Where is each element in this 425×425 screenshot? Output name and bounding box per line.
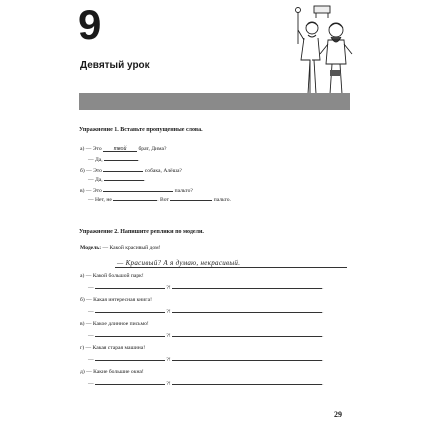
ex2-item-a-reply: — ?! .: [88, 285, 324, 291]
answer-blank[interactable]: [172, 355, 322, 361]
ex2-item-v-question: в) — Какое длинное письмо!: [80, 321, 149, 327]
answer-blank[interactable]: [172, 331, 322, 337]
ex2-item-d-question: д) — Какие большие окна!: [80, 369, 144, 375]
ex1-v-line1: в) — Это пальто?: [80, 188, 193, 194]
answer-blank[interactable]: [104, 155, 138, 161]
ex2-item-a-question: а) — Какой большой парк!: [80, 273, 144, 279]
exercise2-title: Упражнение 2. Напишите реплики по модели.: [79, 229, 204, 235]
model-rule: [115, 267, 347, 268]
answer-blank[interactable]: [95, 307, 165, 313]
ex2-item-d-reply: — ?! .: [88, 381, 324, 387]
answer-blank[interactable]: [170, 195, 212, 201]
ex1-a-filled: твой: [113, 146, 127, 152]
answer-blank[interactable]: [103, 186, 173, 192]
answer-blank[interactable]: [95, 283, 165, 289]
answer-blank[interactable]: [104, 175, 144, 181]
answer-blank[interactable]: [172, 307, 322, 313]
ex1-b-line2: — Да, .: [88, 177, 146, 183]
page-number: 29: [334, 410, 342, 419]
ex2-item-g-question: г) — Какая старая машина!: [80, 345, 146, 351]
ex1-v-line2: — Нет, не . Вот пальто.: [88, 197, 231, 203]
model-question: Модель: — Какой красивый дом!: [80, 245, 161, 251]
answer-blank[interactable]: [172, 283, 322, 289]
answer-blank[interactable]: [95, 355, 165, 361]
ex2-item-b-reply: — ?! .: [88, 309, 324, 315]
answer-blank[interactable]: [95, 379, 165, 385]
ex1-b-line1: б) — Это собака, Алёша?: [80, 168, 182, 174]
lesson-illustration: [290, 4, 358, 96]
answer-blank[interactable]: [95, 331, 165, 337]
exercise1-title: Упражнение 1. Вставьте пропущенные слова.: [79, 127, 203, 133]
ex1-a-line2: — Да, .: [88, 157, 140, 163]
ex1-a-line1: а) — Это твой брат, Дима?: [80, 146, 167, 152]
answer-blank[interactable]: [103, 166, 143, 172]
answer-blank[interactable]: [172, 379, 322, 385]
answer-blank[interactable]: [113, 195, 157, 201]
lesson-title: Девятый урок: [80, 60, 150, 71]
lesson-number: 9: [78, 1, 103, 48]
ex2-item-b-question: б) — Какая интересная книга!: [80, 297, 152, 303]
model-answer: — Красивый? А я думаю, некрасивый.: [117, 259, 241, 267]
ex2-item-g-reply: — ?! .: [88, 357, 324, 363]
lesson-banner: [79, 93, 350, 110]
ex2-item-v-reply: — ?! .: [88, 333, 324, 339]
